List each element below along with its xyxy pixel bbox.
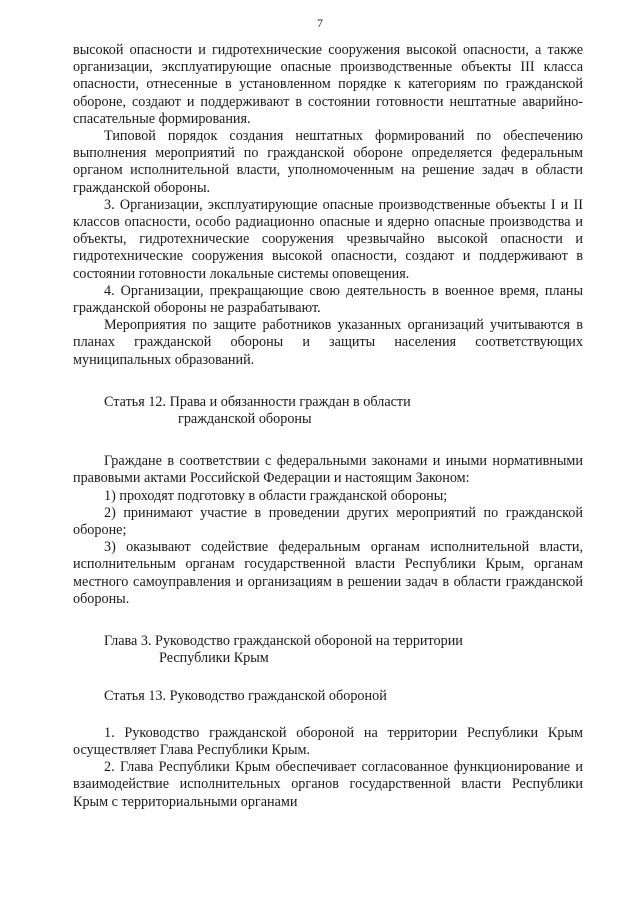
paragraph: Мероприятия по защите работников указанных организаций учитываются в планах гражданской обороны и защиты населения соответствующих муниципальных образований. bbox=[73, 317, 583, 368]
paragraph: 3. Организации, эксплуатирующие опасные производственные объекты I и II классов опасности, особо радиационно опасные и ядерно опасные производства и объекты, гидротехнические сооружения чрезвычайно высокой опасности и гидротехнические сооружения высокой опасности, создают и поддерживают в состоянии готовности локальные системы оповещения. bbox=[73, 196, 583, 282]
paragraph: 4. Организации, прекращающие свою деятельность в военное время, планы гражданской обороны не разрабатывают. bbox=[73, 282, 583, 317]
list-item: 1) проходят подготовку в области гражданской обороны; bbox=[104, 487, 448, 504]
article-12-heading-line1: Статья 12. Права и обязанности граждан в области bbox=[104, 393, 411, 410]
chapter-3-heading-line1: Глава 3. Руководство гражданской обороной на территории bbox=[104, 633, 463, 650]
article-12-heading bbox=[73, 394, 583, 428]
article-12-heading-line2: гражданской обороны bbox=[178, 411, 312, 428]
article-13-heading: Статья 13. Руководство гражданской обороной bbox=[104, 687, 387, 704]
document-body bbox=[73, 42, 583, 811]
chapter-3-heading-line2: Республики Крым bbox=[159, 650, 269, 667]
list-item: 3) оказывают содействие федеральным органам исполнительной власти, исполнительным органам государственной власти Республики Крым, органам местного самоуправления и организациям в решении задач в области гражданской обороны. bbox=[73, 539, 583, 607]
chapter-3-heading bbox=[73, 633, 583, 667]
paragraph: высокой опасности и гидротехнические сооружения высокой опасности, а также организации, эксплуатирующие опасные производственные объекты III класса опасности, отнесенные в установленном порядке к категориям по гражданской обороне, создают и поддерживают в состоянии готовности нештатные аварийно-спасательные формирования. bbox=[73, 42, 583, 127]
paragraph: Граждане в соответствии с федеральными законами и иными нормативными правовыми актами Российской Федерации и настоящим Законом: bbox=[73, 453, 583, 487]
page-number: 7 bbox=[317, 16, 323, 30]
paragraph: 1. Руководство гражданской обороной на территории Республики Крым осуществляет Глава Республики Крым. bbox=[73, 724, 583, 758]
paragraph: Типовой порядок создания нештатных формирований по обеспечению выполнения мероприятий по гражданской обороне определяется федеральным органом исполнительной власти, уполномоченным на решение задач в области гражданской обороны. bbox=[73, 128, 583, 196]
list-item: 2) принимают участие в проведении других мероприятий по гражданской обороне; bbox=[73, 504, 583, 539]
paragraph: 2. Глава Республики Крым обеспечивает согласованное функционирование и взаимодействие исполнительных органов государственной власти Республики Крым с территориальными органами bbox=[73, 759, 583, 810]
